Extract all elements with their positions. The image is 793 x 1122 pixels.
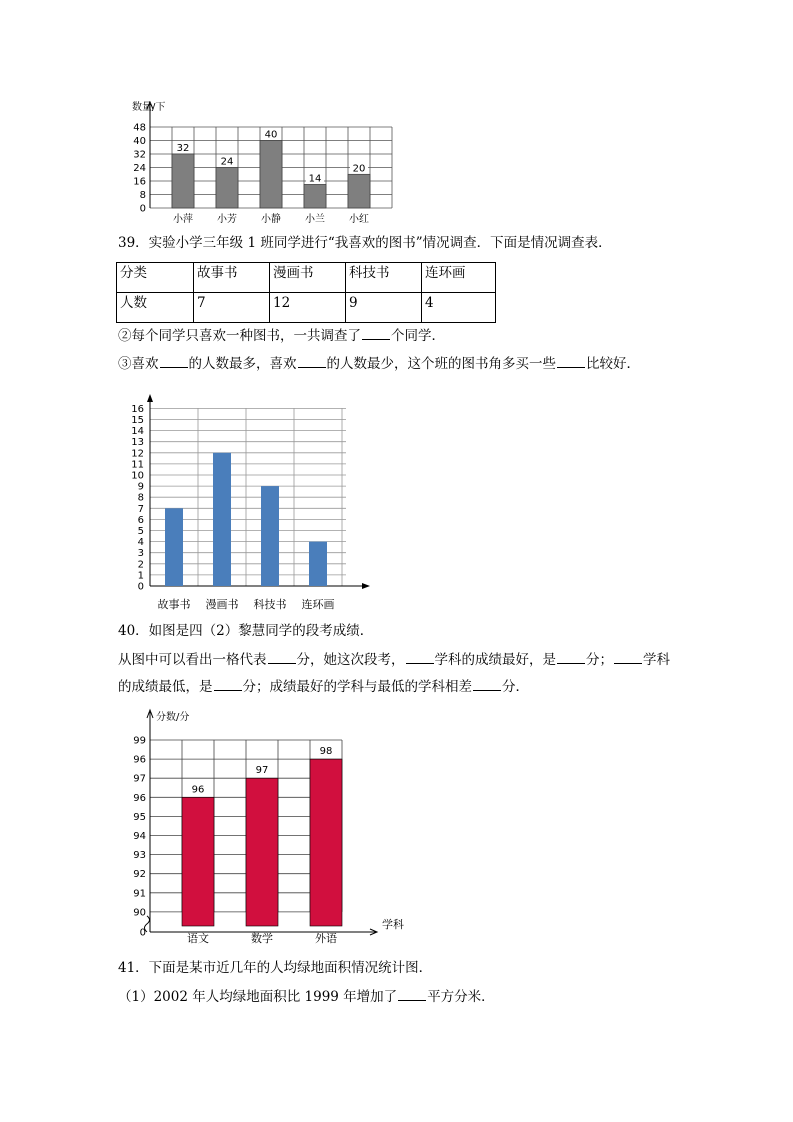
y-tick-label: 4: [137, 537, 144, 549]
bar-value-label: 40: [264, 129, 278, 141]
y-tick-label: 95: [133, 811, 146, 823]
q40-line2: [118, 677, 529, 697]
x-tick-label: 漫画书: [205, 598, 239, 611]
answer-blank[interactable]: [298, 354, 326, 368]
table-cell: 7: [194, 293, 270, 323]
y-tick-label: 13: [131, 437, 144, 449]
answer-blank[interactable]: [398, 987, 426, 1001]
y-tick-label: 7: [137, 503, 144, 515]
q40-text: 分；成绩最好的学科与最低的学科相差: [242, 679, 472, 695]
q40-text: 学科的成绩最好，是: [434, 652, 556, 668]
bar-value-label: 97: [255, 765, 269, 777]
table-cell: 9: [346, 293, 422, 323]
q39-part2: [118, 326, 445, 346]
chart-book-survey: [120, 390, 390, 618]
answer-blank[interactable]: [362, 326, 390, 340]
x-tick-label: 小芳: [217, 214, 237, 225]
q39-part3-text-d: 比较好．: [586, 356, 640, 372]
table-cell: 漫画书: [270, 263, 346, 293]
table-row: [117, 293, 496, 323]
y-axis-title: 数量/下: [132, 102, 166, 113]
y-tick-label: 1: [137, 570, 144, 582]
q40-intro: 40．如图是四（2）黎慧同学的段考成绩．: [118, 623, 374, 639]
table-cell: 人数: [117, 293, 194, 323]
bar: [172, 154, 194, 208]
x-tick-label: 数学: [251, 932, 273, 945]
table-cell: 分类: [117, 263, 194, 293]
answer-blank[interactable]: [268, 650, 296, 664]
answer-blank[interactable]: [557, 354, 585, 368]
bar: [348, 174, 370, 208]
x-tick-label: 连环画: [301, 598, 335, 611]
answer-blank[interactable]: [160, 354, 188, 368]
y-axis-arrow: [147, 394, 153, 402]
q40-line1: [118, 650, 670, 670]
y-tick-label: 40: [133, 136, 146, 147]
y-tick-label: 90: [133, 907, 146, 919]
bar: [165, 508, 183, 586]
y-tick-label: 12: [131, 448, 144, 460]
bar-value-label: 20: [352, 163, 366, 175]
y-tick-label: 3: [137, 548, 144, 560]
q40-text: 学科: [643, 652, 670, 668]
y-tick-label: 10: [131, 470, 144, 482]
bar-value-label: 24: [220, 156, 234, 168]
q40-text: 的成绩最低，是: [118, 679, 213, 695]
y-tick-label: 11: [131, 459, 144, 471]
survey-table: [116, 262, 496, 323]
q39-part3-text-b: 的人数最多，喜欢: [188, 356, 297, 372]
x-tick-label: 小红: [349, 214, 369, 225]
bar-value-label: 98: [319, 746, 333, 758]
q40-text: 分；: [586, 652, 613, 668]
answer-blank[interactable]: [406, 650, 434, 664]
bar-value-label: 32: [176, 143, 190, 154]
q39-part3: [118, 354, 640, 374]
q39-part2-text-a: ②每个同学只喜欢一种图书，一共调查了: [118, 328, 361, 344]
y-tick-label: 8: [139, 190, 146, 201]
x-tick-label: 科技书: [253, 598, 287, 611]
x-tick-label: 小兰: [305, 214, 325, 225]
y-tick-label: 32: [133, 149, 146, 161]
y-axis-title: 分数/分: [156, 712, 190, 723]
y-tick-label: 96: [133, 792, 146, 804]
table-cell: 连环画: [422, 263, 496, 293]
bar: [216, 168, 238, 209]
y-tick-label: 0: [139, 927, 146, 939]
answer-blank[interactable]: [557, 650, 585, 664]
q41-part1: [118, 987, 495, 1007]
q39-intro: 39．实验小学三年级 1 班同学进行“我喜欢的图书”情况调查．下面是情况调查表．: [118, 235, 612, 251]
q40-text: 分．: [502, 679, 529, 695]
y-tick-label: 24: [133, 163, 146, 174]
y-tick-label: 8: [137, 492, 144, 504]
y-tick-label: 96: [133, 754, 146, 766]
q41-text-b: 平方分米．: [427, 989, 495, 1005]
y-tick-label: 99: [133, 735, 146, 747]
answer-blank[interactable]: [473, 677, 501, 691]
answer-blank[interactable]: [614, 650, 642, 664]
table-cell: 12: [270, 293, 346, 323]
y-tick-label: 14: [131, 426, 144, 438]
table-cell: 故事书: [194, 263, 270, 293]
y-tick-label: 16: [133, 176, 146, 188]
bar: [182, 797, 214, 926]
chart-1-plot: [132, 100, 392, 225]
q41-text-a: （1）2002 年人均绿地面积比 1999 年增加了: [118, 989, 398, 1005]
chart-jump-rope: [120, 92, 410, 230]
x-tick-label: 小萍: [173, 214, 193, 225]
y-tick-label: 94: [133, 831, 146, 842]
chart-2-plot: [131, 394, 370, 611]
x-tick-label: 小静: [261, 214, 281, 225]
y-tick-label: 0: [137, 581, 144, 593]
q41-intro: 41．下面是某市近几年的人均绿地面积情况统计图．: [118, 960, 433, 976]
bar: [213, 453, 231, 586]
q39-part2-text-b: 个同学．: [391, 328, 445, 344]
table-cell: 4: [422, 293, 496, 323]
x-axis-arrow: [362, 583, 370, 589]
y-tick-label: 9: [137, 481, 144, 493]
y-tick-label: 92: [133, 869, 146, 881]
chart-exam-scores: [120, 706, 420, 946]
y-tick-label: 16: [131, 403, 144, 415]
y-tick-label: 2: [137, 559, 144, 571]
q39-part3-text-c: 的人数最少，这个班的图书角多买一些: [326, 356, 556, 372]
table-row: [117, 263, 496, 293]
y-tick-label: 97: [133, 773, 146, 785]
bar-value-label: 96: [191, 784, 205, 796]
q39-part3-text-a: ③喜欢: [118, 356, 159, 372]
answer-blank[interactable]: [214, 677, 242, 691]
y-tick-label: 91: [133, 888, 146, 900]
y-tick-label: 48: [133, 122, 146, 134]
y-tick-label: 6: [137, 514, 144, 526]
x-axis-title: 学科: [382, 918, 404, 931]
q40-text: 分，她这次段考，: [296, 652, 405, 668]
x-tick-label: 外语: [315, 932, 337, 945]
bar: [261, 486, 279, 586]
x-tick-label: 语文: [187, 932, 209, 945]
chart-3-plot: [133, 710, 404, 945]
y-tick-label: 5: [137, 526, 144, 537]
bar: [304, 184, 326, 208]
y-tick-label: 15: [131, 415, 144, 426]
table-cell: 科技书: [346, 263, 422, 293]
bar: [246, 778, 278, 926]
bar: [310, 759, 342, 926]
x-tick-label: 故事书: [157, 598, 191, 611]
y-tick-label: 0: [139, 203, 146, 215]
y-tick-label: 93: [133, 850, 146, 862]
bar: [260, 141, 282, 209]
q40-text: 从图中可以看出一格代表: [118, 652, 267, 668]
bar-value-label: 14: [308, 173, 322, 185]
bar: [309, 542, 327, 586]
